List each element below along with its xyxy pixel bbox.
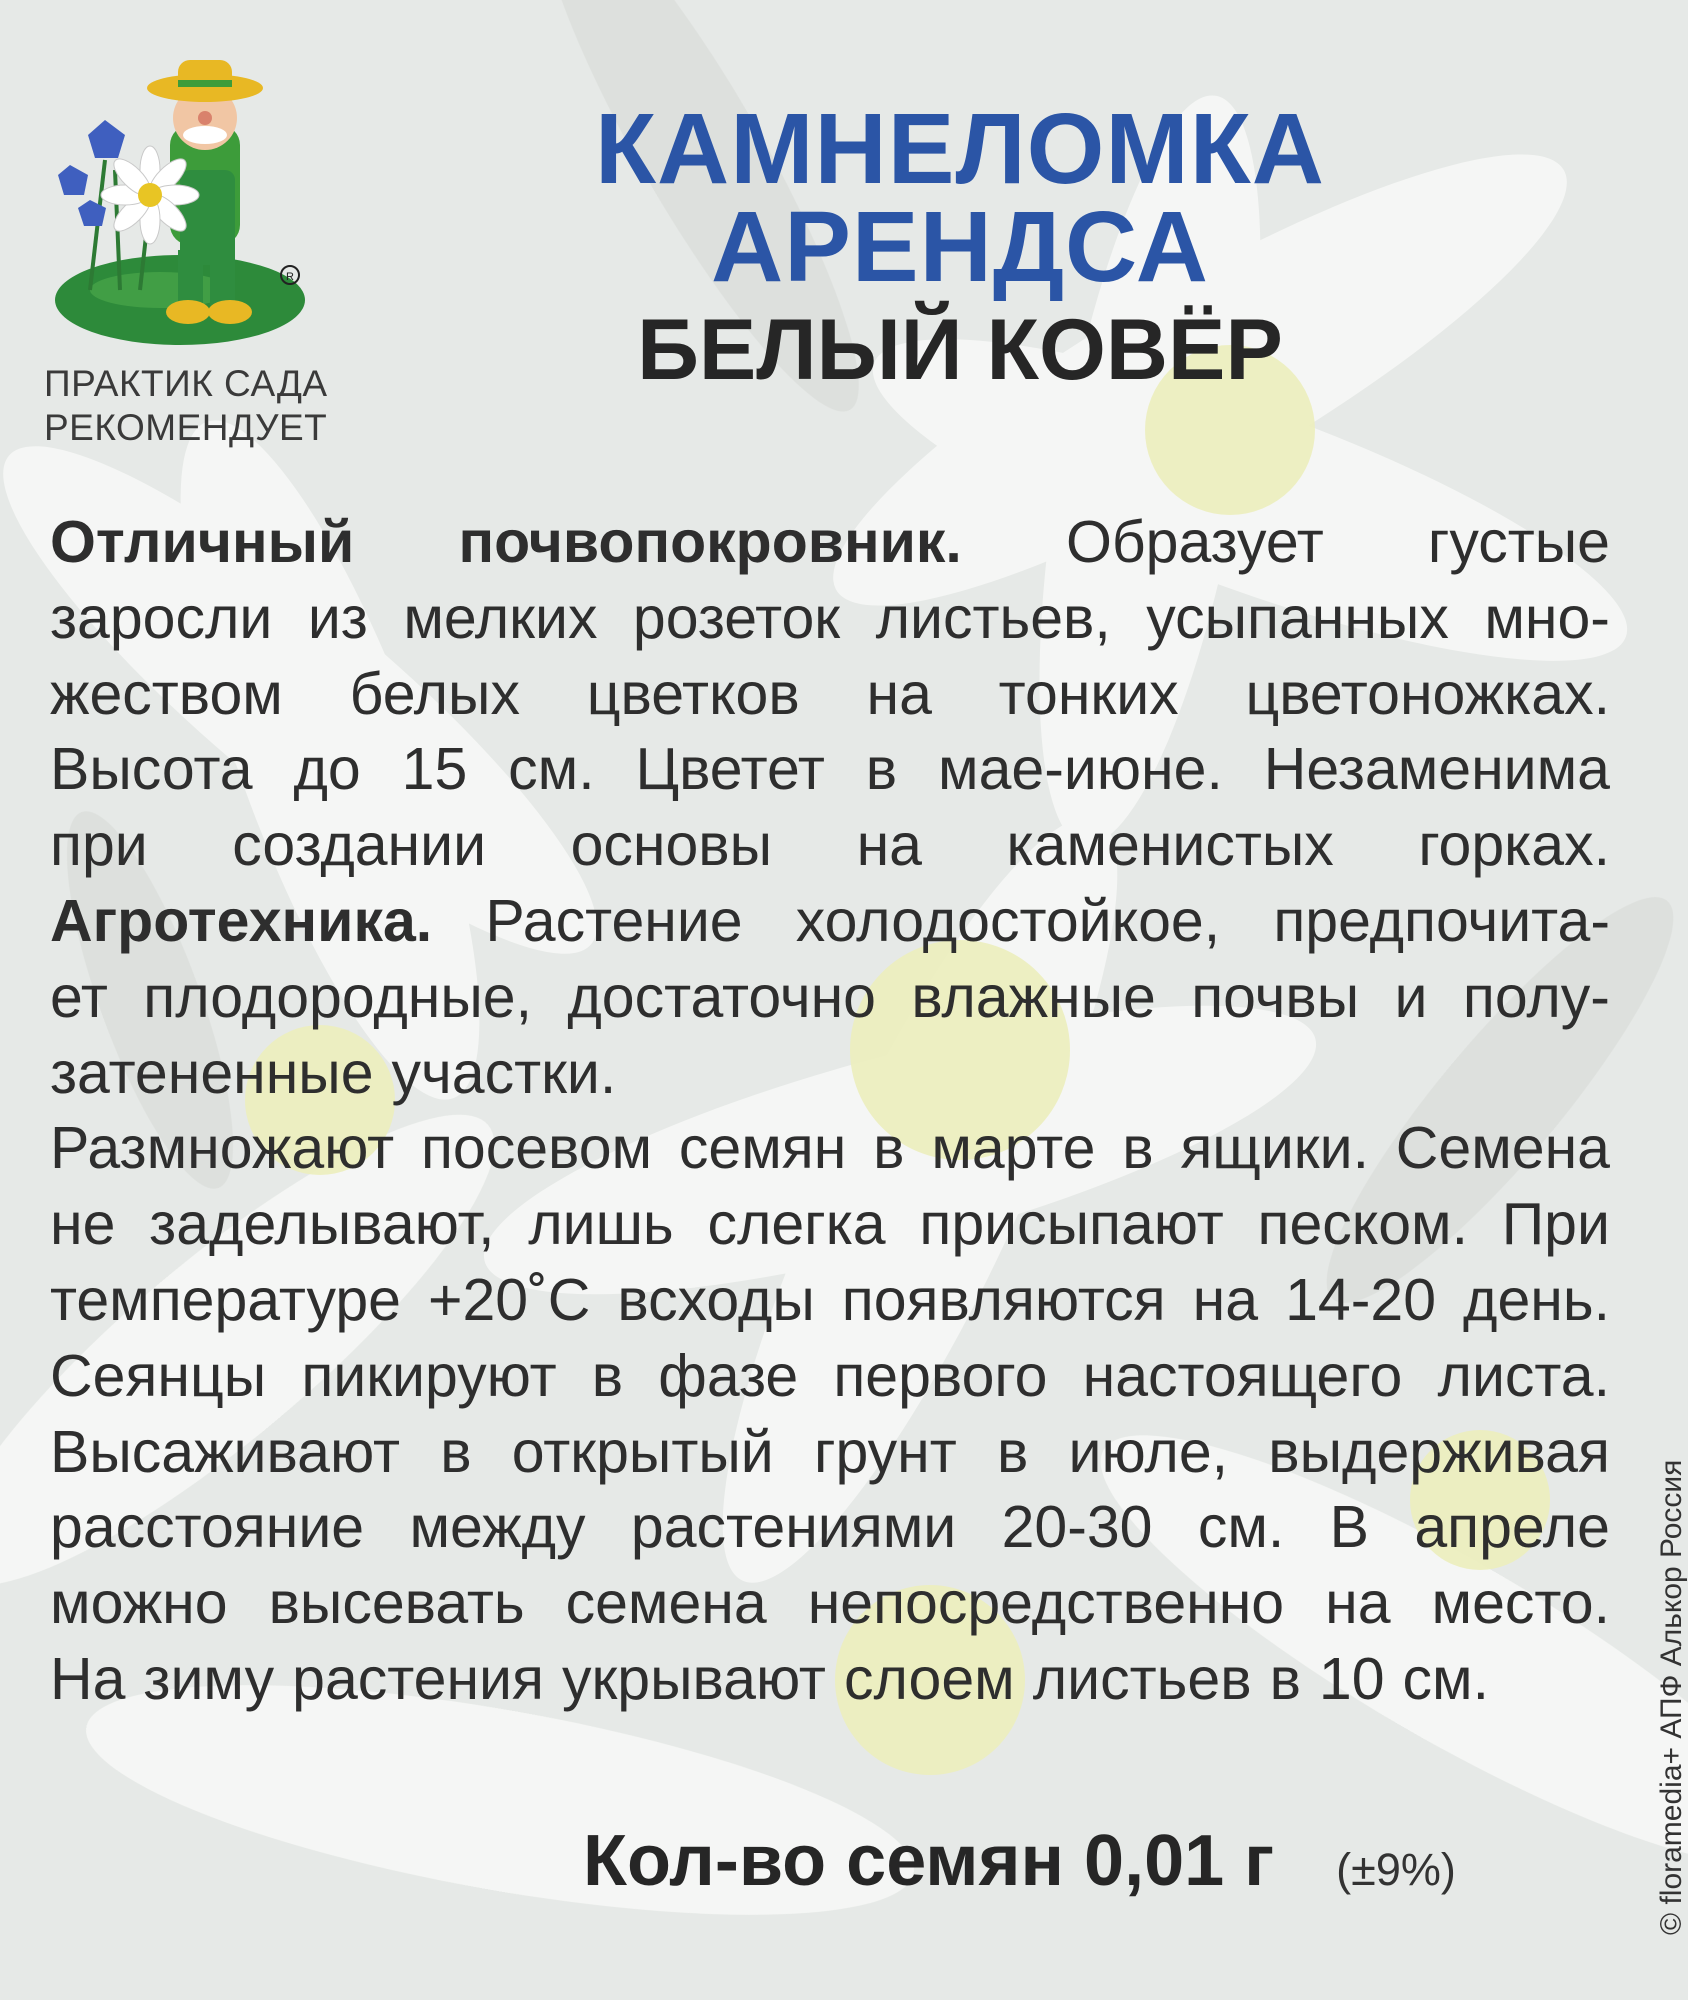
text-word: растениями <box>630 1494 957 1561</box>
text-word: ет <box>50 963 108 1030</box>
text-word: цветков <box>586 660 800 727</box>
text-line <box>50 581 1610 657</box>
text-word: место. <box>1431 1570 1610 1637</box>
text-word: Цветет <box>635 736 825 803</box>
text-word: из <box>307 584 368 651</box>
text-line <box>50 732 1610 808</box>
text-word: цветоножках. <box>1245 660 1610 727</box>
text-line <box>50 1111 1610 1187</box>
text-word: день. <box>1463 1266 1610 1333</box>
text-line <box>50 808 1610 884</box>
text-word: Незаменима <box>1263 736 1610 803</box>
text-word: и <box>1394 963 1428 1030</box>
text-word: открытый <box>511 1418 774 1485</box>
text-word: песком. <box>1257 1191 1469 1258</box>
text-word: всходы <box>617 1266 815 1333</box>
text-word: первого <box>833 1342 1048 1409</box>
text-word: 15 <box>401 736 468 803</box>
text-word: затененные <box>50 1039 374 1106</box>
text-word: непосредственно <box>807 1570 1285 1637</box>
text-word: мае-июне. <box>938 736 1223 803</box>
text-word: семян <box>678 1115 847 1182</box>
text-line <box>50 1339 1610 1415</box>
text-word: Высаживают <box>50 1418 400 1485</box>
text-word: Отличный <box>50 509 355 575</box>
text-word: Растение <box>485 887 743 954</box>
seed-quantity-label: Кол-во семян 0,01 г <box>583 1821 1275 1901</box>
text-word: грунт <box>813 1418 957 1485</box>
text-word: в <box>865 736 898 803</box>
text-word: между <box>409 1494 586 1561</box>
text-word: слоем <box>843 1645 1015 1712</box>
text-word: В <box>1329 1494 1369 1561</box>
text-word: ящики. <box>1180 1115 1369 1182</box>
text-word: полу- <box>1462 963 1610 1030</box>
text-word: см. <box>1402 1645 1490 1712</box>
text-word: мелких <box>403 584 598 651</box>
text-word: холодостойкое, <box>795 887 1221 954</box>
text-word: На <box>50 1645 126 1712</box>
text-word: горках. <box>1418 812 1610 879</box>
text-word: см. <box>508 736 595 803</box>
text-word: основы <box>570 812 773 879</box>
text-word: заделывают, <box>149 1191 495 1258</box>
text-line <box>50 1415 1610 1491</box>
text-word: зиму <box>143 1645 275 1712</box>
text-word: Агротехника. <box>50 887 433 954</box>
text-word: лишь <box>528 1191 674 1258</box>
text-word: в <box>591 1342 624 1409</box>
text-word: участки. <box>391 1039 617 1106</box>
text-word: жеством <box>50 660 283 727</box>
text-word: см. <box>1197 1494 1285 1561</box>
product-title <box>470 93 1450 303</box>
title-line: КАМНЕЛОМКА <box>595 93 1325 205</box>
text-word: расстояние <box>50 1494 365 1561</box>
text-word: создании <box>232 812 487 879</box>
text-line <box>50 1490 1610 1566</box>
text-word: присыпают <box>919 1191 1224 1258</box>
text-word: марте <box>931 1115 1096 1182</box>
text-word: фазе <box>658 1342 799 1409</box>
text-word: плодородные, <box>143 963 532 1030</box>
text-word: в <box>996 1418 1029 1485</box>
svg-text:R: R <box>286 271 294 283</box>
text-word: Размножают <box>50 1115 395 1182</box>
text-line <box>50 960 1610 1036</box>
text-word: тонких <box>998 660 1179 727</box>
text-word: в <box>440 1418 472 1485</box>
seed-quantity-tolerance: (±9%) <box>1336 1844 1456 1895</box>
text-word: температуре <box>50 1266 401 1333</box>
text-word: усыпанных <box>1146 584 1449 651</box>
text-word: при <box>50 812 148 879</box>
text-word: листьев <box>1032 1645 1252 1712</box>
text-word: на <box>1325 1570 1391 1637</box>
variety-name: БЕЛЫЙ КОВЁР <box>637 302 1283 398</box>
text-word: белых <box>349 660 520 727</box>
text-word: мно- <box>1484 584 1610 651</box>
text-line <box>50 1642 1610 1718</box>
logo-caption <box>44 362 344 450</box>
text-line <box>50 1036 1610 1112</box>
text-word: При <box>1501 1191 1610 1258</box>
text-word: июле, <box>1068 1418 1229 1485</box>
text-word: растения <box>292 1645 544 1712</box>
text-word: 20-30 <box>1001 1494 1153 1561</box>
seed-quantity <box>583 1820 1456 1902</box>
text-word: Семена <box>1395 1115 1610 1182</box>
text-word: Образует <box>1065 509 1324 575</box>
text-word: настоящего <box>1082 1342 1403 1409</box>
title-line: АРЕНДСА <box>710 191 1209 303</box>
text-word: в <box>1122 1115 1154 1182</box>
text-word: Высота <box>50 736 253 803</box>
logo-caption-line: ПРАКТИК САДА <box>44 363 328 404</box>
text-word: листьев, <box>875 584 1111 651</box>
text-word: пикируют <box>301 1342 557 1409</box>
text-word: на <box>1192 1266 1259 1333</box>
text-word: густые <box>1427 509 1610 575</box>
text-word: укрывают <box>561 1645 826 1712</box>
text-line <box>50 505 1610 581</box>
text-word: в <box>1269 1645 1301 1712</box>
text-word: заросли <box>50 584 273 651</box>
text-word: 14-20 <box>1285 1266 1437 1333</box>
text-word: апреле <box>1414 1494 1610 1561</box>
text-word: почвы <box>1191 963 1360 1030</box>
text-word: достаточно <box>567 963 876 1030</box>
text-word: семена <box>565 1570 767 1637</box>
text-line <box>50 1263 1610 1339</box>
text-word: листа. <box>1437 1342 1610 1409</box>
text-word: на <box>856 812 922 879</box>
gardener-logo <box>50 50 310 350</box>
text-word: посевом <box>420 1115 653 1182</box>
text-word: на <box>866 660 932 727</box>
text-word: Сеянцы <box>50 1342 267 1409</box>
text-word: розеток <box>632 584 841 651</box>
logo-caption-line: РЕКОМЕНДУЕТ <box>44 407 328 448</box>
title-block <box>470 93 1450 400</box>
copyright-note: © floramedia+ АПФ Алькор Россия <box>1655 1459 1688 1935</box>
text-line <box>50 1566 1610 1642</box>
text-word: слегка <box>707 1191 886 1258</box>
text-word: 10 <box>1318 1645 1385 1712</box>
text-word: не <box>50 1191 116 1258</box>
description-text <box>50 505 1610 1718</box>
text-word: каменистых <box>1006 812 1334 879</box>
text-word: высевать <box>268 1570 525 1637</box>
text-line <box>50 657 1610 733</box>
text-word: появляются <box>841 1266 1166 1333</box>
text-line <box>50 1187 1610 1263</box>
text-word: +20˚С <box>428 1266 591 1333</box>
text-word: до <box>293 736 361 803</box>
text-word: выдерживая <box>1268 1418 1610 1485</box>
text-line <box>50 884 1610 960</box>
text-word: можно <box>50 1570 228 1637</box>
text-word: влажные <box>911 963 1156 1030</box>
text-word: почвопокровник. <box>458 509 962 575</box>
text-word: предпочита- <box>1273 887 1610 954</box>
text-word: в <box>873 1115 905 1182</box>
